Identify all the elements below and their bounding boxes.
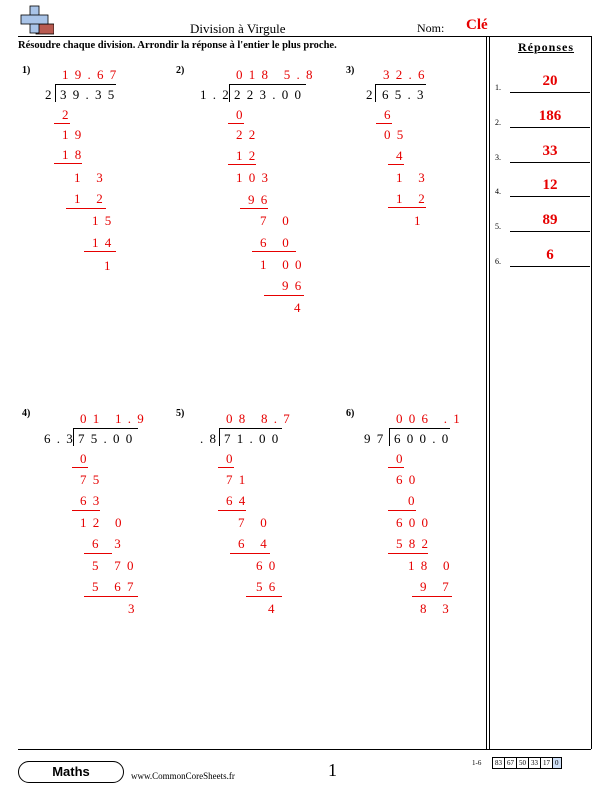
work-line: 1 4 bbox=[92, 235, 113, 250]
problem-number: 4) bbox=[22, 408, 31, 419]
problem-number: 3) bbox=[346, 65, 355, 76]
problem-number: 2) bbox=[176, 65, 185, 76]
answer-number: 1. bbox=[495, 83, 501, 92]
score-cell: 17 bbox=[541, 758, 553, 769]
score-cell: 0 bbox=[553, 758, 562, 769]
subtraction-bar bbox=[388, 207, 426, 208]
answer-value: 20 bbox=[542, 73, 558, 89]
subtraction-bar bbox=[66, 208, 106, 209]
subtraction-bar bbox=[230, 553, 270, 554]
subtraction-bar bbox=[388, 164, 404, 165]
divisor: 2 bbox=[366, 87, 374, 102]
work-line: 7 5 bbox=[80, 472, 101, 487]
work-line: 6 bbox=[384, 107, 392, 122]
quotient: 0 1 1 . 9 bbox=[80, 411, 146, 426]
subtraction-bar bbox=[412, 596, 452, 597]
answer-line bbox=[510, 127, 590, 128]
work-line: 7 0 bbox=[238, 515, 269, 530]
answers-column-divider bbox=[486, 36, 487, 749]
work-line: 0 bbox=[408, 493, 416, 508]
work-line: 1 0 0 bbox=[260, 257, 303, 272]
subtraction-bar bbox=[388, 553, 428, 554]
answer-key-label: Clé bbox=[466, 17, 488, 33]
problem-number: 1) bbox=[22, 65, 31, 76]
work-line: 5 6 bbox=[256, 579, 277, 594]
page-number: 1 bbox=[328, 760, 337, 780]
work-line: 1 3 bbox=[396, 170, 427, 185]
subtraction-bar bbox=[218, 510, 246, 511]
answer-line bbox=[510, 92, 590, 93]
subtraction-bar bbox=[240, 208, 268, 209]
work-line: 4 bbox=[294, 300, 302, 315]
problem-range: 1-6 bbox=[472, 759, 482, 767]
page-right-border bbox=[591, 36, 592, 749]
quotient: 0 0 6 . 1 bbox=[396, 411, 462, 426]
division-bracket bbox=[389, 428, 390, 446]
name-label: Nom: bbox=[417, 21, 445, 35]
work-line: 1 8 0 bbox=[408, 558, 451, 573]
subtraction-bar bbox=[376, 123, 392, 124]
answers-heading: Réponses bbox=[518, 40, 575, 54]
problem-number: 5) bbox=[176, 408, 185, 419]
division-bracket bbox=[55, 84, 56, 102]
subtraction-bar bbox=[388, 510, 416, 511]
answer-number: 2. bbox=[495, 118, 501, 127]
work-line: 4 bbox=[268, 601, 276, 616]
work-line: 1 5 bbox=[92, 213, 113, 228]
work-line: 1 2 bbox=[74, 191, 105, 206]
divisor: 2 bbox=[45, 87, 53, 102]
quotient: 3 2 . 6 bbox=[383, 67, 426, 82]
subtraction-bar bbox=[54, 163, 82, 164]
work-line: 1 2 bbox=[396, 191, 427, 206]
dividend: 3 9 . 3 5 bbox=[60, 87, 116, 102]
work-line: 1 bbox=[104, 258, 112, 273]
work-line: 7 0 bbox=[260, 213, 291, 228]
answer-number: 4. bbox=[495, 187, 501, 196]
dividend: 7 1 . 0 0 bbox=[224, 431, 280, 446]
work-line: 6 3 bbox=[80, 493, 101, 508]
work-line: 5 8 2 bbox=[396, 536, 430, 551]
score-cell: 33 bbox=[529, 758, 541, 769]
subtraction-bar bbox=[84, 553, 112, 554]
work-line: 6 0 bbox=[396, 472, 417, 487]
work-line: 6 4 bbox=[238, 536, 269, 551]
divisor: . 8 bbox=[200, 431, 218, 446]
work-line: 9 7 bbox=[420, 579, 451, 594]
answer-value: 33 bbox=[542, 143, 558, 159]
subtraction-bar bbox=[252, 251, 296, 252]
work-line: 6 3 bbox=[92, 536, 123, 551]
work-line: 2 bbox=[62, 107, 70, 122]
answer-line bbox=[510, 266, 590, 267]
work-line: 9 6 bbox=[248, 192, 269, 207]
work-line: 1 bbox=[414, 213, 422, 228]
work-line: 1 2 0 bbox=[80, 515, 123, 530]
division-bracket bbox=[375, 84, 376, 102]
subtraction-bar bbox=[388, 467, 404, 468]
subject-badge: Maths bbox=[18, 761, 124, 783]
work-line: 6 0 bbox=[260, 235, 291, 250]
answer-line bbox=[510, 162, 590, 163]
dividend: 2 2 3 . 0 0 bbox=[234, 87, 303, 102]
work-line: 1 3 bbox=[74, 170, 105, 185]
work-line: 5 7 0 bbox=[92, 558, 135, 573]
subtraction-bar bbox=[218, 467, 234, 468]
divisor: 1 . 2 bbox=[200, 87, 231, 102]
quotient: 1 9 . 6 7 bbox=[62, 67, 118, 82]
division-bracket bbox=[219, 428, 220, 446]
division-bar bbox=[230, 84, 306, 85]
quotient: 0 8 8 . 7 bbox=[226, 411, 292, 426]
footer-rule bbox=[18, 749, 591, 750]
work-line: 1 8 bbox=[62, 147, 83, 162]
work-line: 0 5 bbox=[384, 127, 405, 142]
work-line: 0 bbox=[236, 107, 244, 122]
subtraction-bar bbox=[72, 510, 100, 511]
dividend: 7 5 . 0 0 bbox=[78, 431, 134, 446]
division-bar bbox=[376, 84, 426, 85]
score-table bbox=[492, 757, 562, 769]
work-line: 1 0 3 bbox=[236, 170, 270, 185]
quotient: 0 1 8 5 . 8 bbox=[236, 67, 314, 82]
score-cell: 50 bbox=[517, 758, 529, 769]
divisor: 9 7 bbox=[364, 431, 385, 446]
worksheet-title: Division à Virgule bbox=[190, 21, 286, 36]
dividend: 6 5 . 3 bbox=[382, 87, 425, 102]
division-bar bbox=[390, 428, 450, 429]
website-credit: www.CommonCoreSheets.fr bbox=[131, 771, 235, 781]
work-line: 9 6 bbox=[282, 278, 303, 293]
subtraction-bar bbox=[228, 123, 244, 124]
work-line: 6 0 bbox=[256, 558, 277, 573]
header-rule bbox=[18, 36, 591, 37]
answer-line bbox=[510, 231, 590, 232]
answer-value: 6 bbox=[546, 247, 554, 263]
work-line: 4 bbox=[396, 148, 404, 163]
work-line: 1 9 bbox=[62, 127, 83, 142]
instructions: Résoudre chaque division. Arrondir la réponse à l'entier le plus proche. bbox=[18, 40, 337, 51]
subtraction-bar bbox=[84, 251, 116, 252]
answer-value: 186 bbox=[538, 108, 562, 124]
divisor: 6 . 3 bbox=[44, 431, 75, 446]
work-line: 1 2 bbox=[236, 148, 257, 163]
work-line: 3 bbox=[128, 601, 136, 616]
subtraction-bar bbox=[54, 123, 70, 124]
answer-number: 6. bbox=[495, 257, 501, 266]
division-bar bbox=[220, 428, 282, 429]
answer-number: 5. bbox=[495, 222, 501, 231]
subtraction-bar bbox=[246, 596, 282, 597]
work-line: 8 3 bbox=[420, 601, 451, 616]
subtraction-bar bbox=[264, 295, 304, 296]
answer-value: 12 bbox=[542, 177, 558, 193]
problem-number: 6) bbox=[346, 408, 355, 419]
answer-line bbox=[510, 196, 590, 197]
subtraction-bar bbox=[228, 164, 256, 165]
dividend: 6 0 0 . 0 bbox=[394, 431, 450, 446]
work-line: 7 1 bbox=[226, 472, 247, 487]
answer-number: 3. bbox=[495, 153, 501, 162]
plus-logo-icon bbox=[18, 4, 54, 36]
score-cell: 83 bbox=[493, 758, 505, 769]
answer-value: 89 bbox=[542, 212, 558, 228]
division-bar bbox=[74, 428, 138, 429]
work-line: 0 bbox=[396, 451, 404, 466]
subtraction-bar bbox=[72, 467, 88, 468]
score-cell: 67 bbox=[505, 758, 517, 769]
division-bar bbox=[56, 84, 116, 85]
work-line: 2 2 bbox=[236, 127, 257, 142]
work-line: 5 6 7 bbox=[92, 579, 135, 594]
work-line: 6 4 bbox=[226, 493, 247, 508]
answers-column-divider-2 bbox=[489, 36, 490, 749]
work-line: 0 bbox=[80, 451, 88, 466]
work-line: 0 bbox=[226, 451, 234, 466]
work-line: 6 0 0 bbox=[396, 515, 430, 530]
subtraction-bar bbox=[84, 596, 138, 597]
